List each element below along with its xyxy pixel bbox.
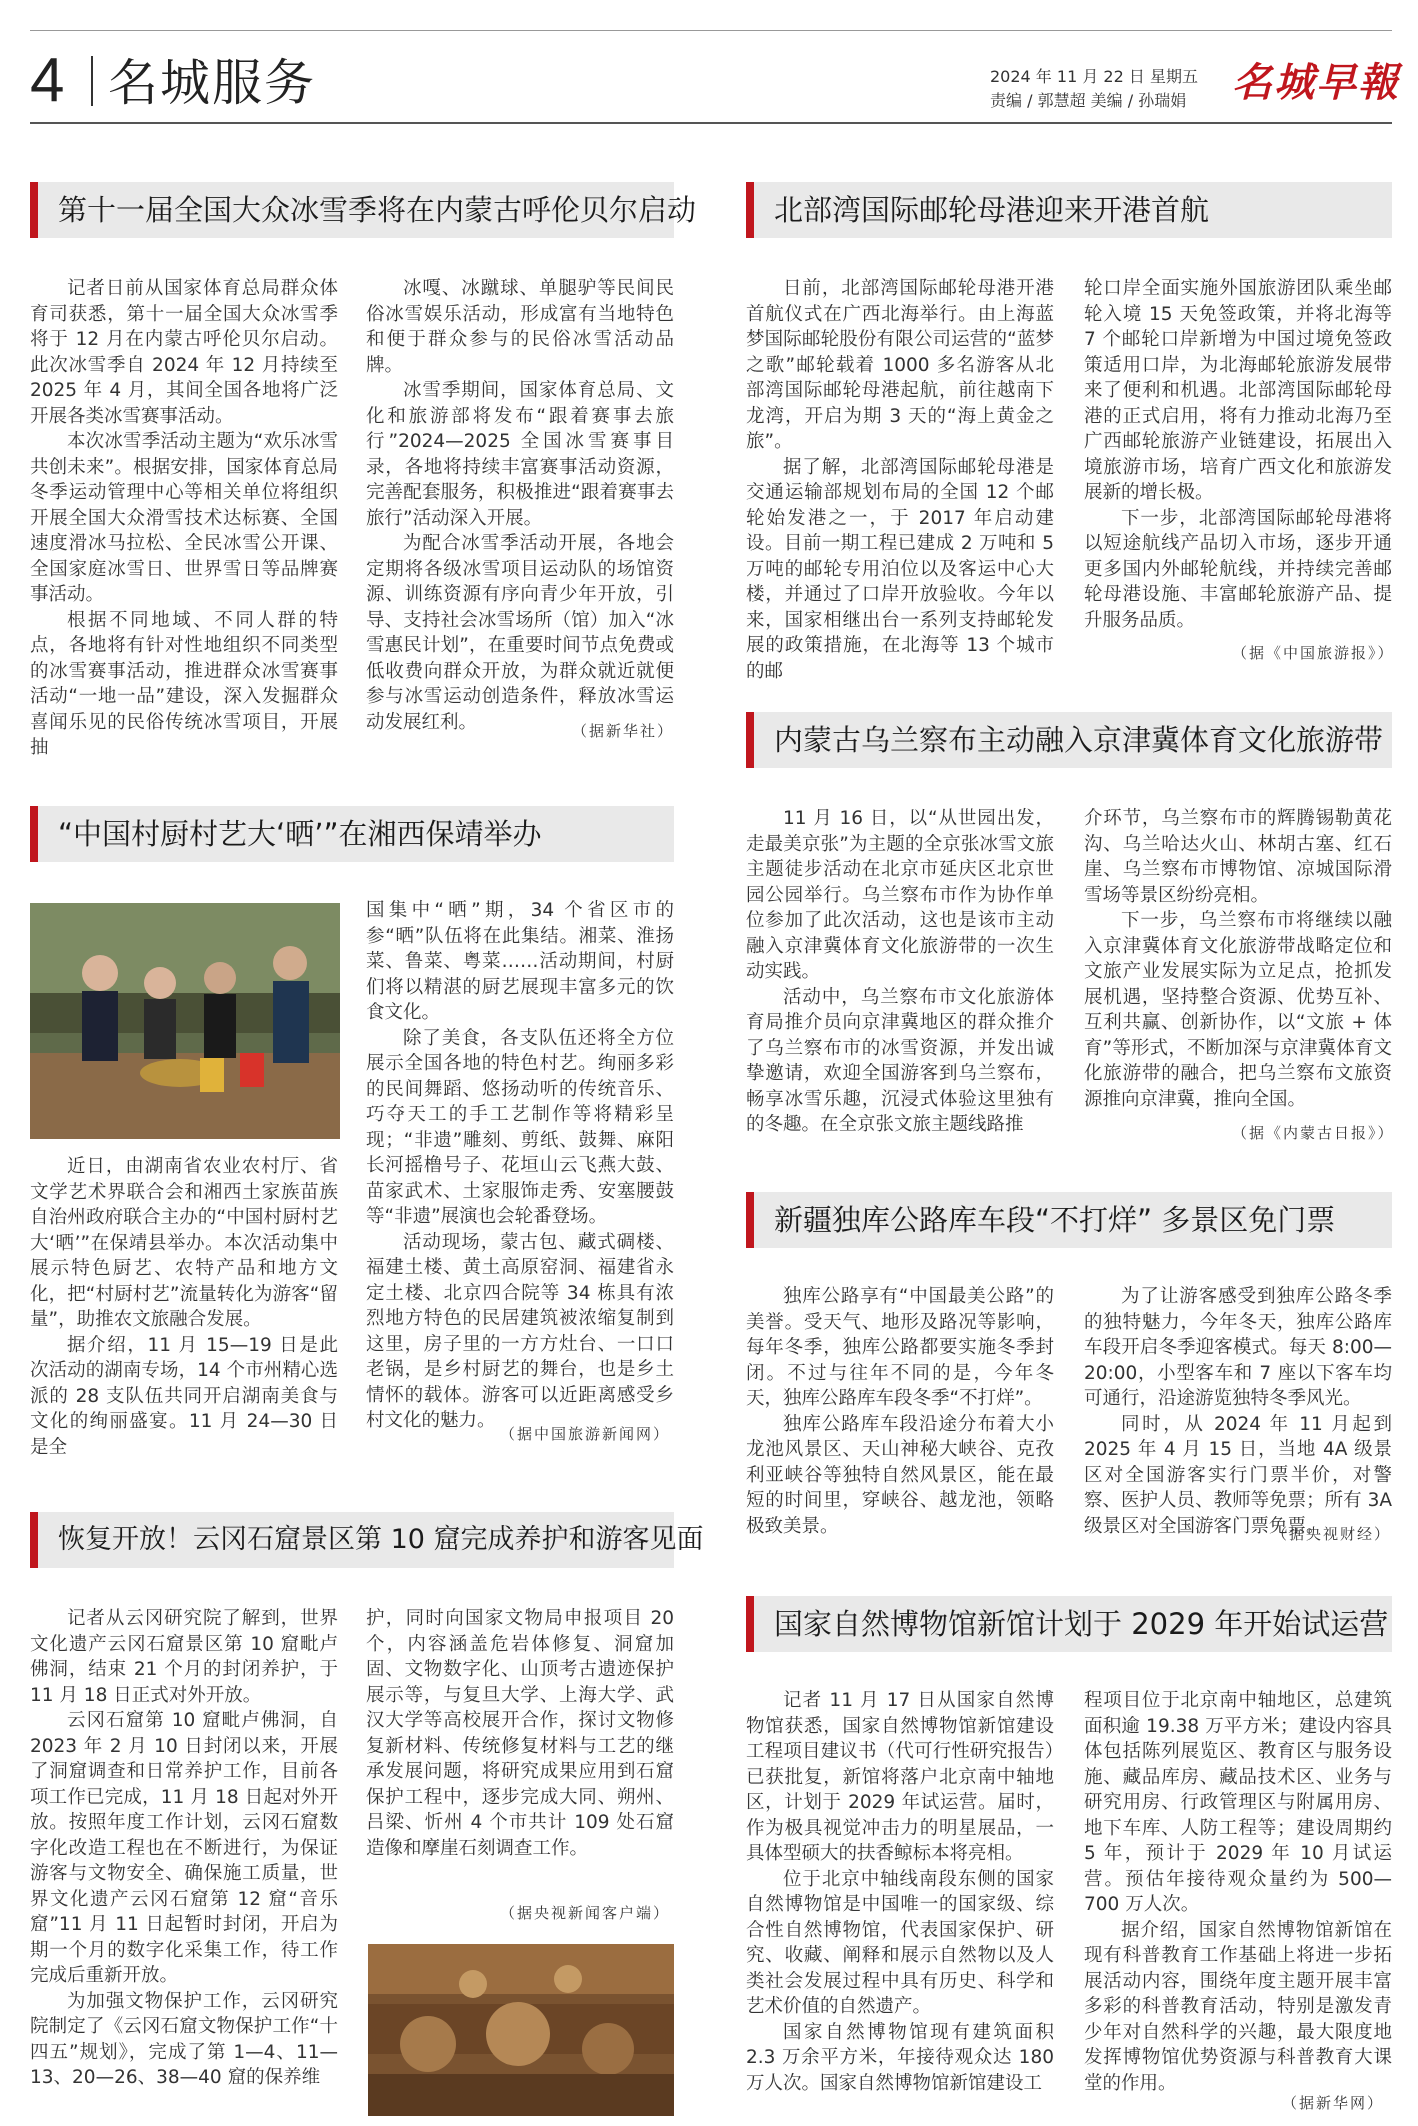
paragraph: 云冈石窟第 10 窟毗卢佛洞，自 2023 年 2 月 10 日封闭以来，开展了洞窟调查和日常养护工作，目前各项工作已完成，11 月 18 日起对外开放。按照年度工作计划，云冈石窟数字化改造工程也在不断进行，为保证游客与文物安全、确保施工质量，世界文化遗产云冈石窟第 12 窟“音乐窟”11 月 11 日起暂时封闭，开启为期一个月的数字化采集工作，待工作完成后重新开放。: [30, 1710, 338, 1986]
headline-accent-bar: [746, 712, 754, 768]
paragraph: 护，同时向国家文物局申报项目 20 个，内容涵盖危岩体修复、洞窟加固、文物数字化、山顶考古遗迹保护展示等，与复旦大学、上海大学、武汉大学等高校展开合作，探讨文物修复新材料、传统修复材料与工艺的继承发展问题，将研究成果应用到石窟保护工程中，逐步完成大同、朔州、吕梁、忻州 4 个市共计 109 处石窟造像和摩崖石刻调查工作。: [366, 1608, 674, 1859]
paragraph: 除了美食，各支队伍还将全方位展示全国各地的特色村艺。绚丽多彩的民间舞蹈、悠扬动听的传统音乐、巧夺天工的手工艺制作等将精彩呈现；“非遗”雕刻、剪纸、鼓舞、麻阳长河摇橹号子、花垣山云飞燕大鼓、苗家武术、土家服饰走秀、安塞腰鼓等“非遗”展演也会轮番登场。: [366, 1027, 674, 1227]
paragraph: 冰嘎、冰蹴球、单腿驴等民间民俗冰雪娱乐活动，形成富有当地特色和便于群众参与的民俗冰雪活动品牌。: [366, 278, 674, 376]
paragraph: 国集中“晒”期，34 个省区市的参“晒”队伍将在此集结。湘菜、淮扬菜、鲁菜、粤菜……活动期间，村厨们将以精湛的厨艺展现丰富多元的饮食文化。: [366, 900, 674, 1023]
article-column: [366, 1606, 674, 1861]
paragraph: 为加强文物保护工作，云冈研究院制定了《云冈石窟文物保护工作“十四五”规划》，完成了第 1—4、11—13、20—26、38—40 窟的保养维: [30, 1990, 338, 2088]
page-divider: [91, 56, 93, 106]
article-column: [1084, 1284, 1392, 1539]
paragraph: 记者 11 月 17 日从国家自然博物馆获悉，国家自然博物馆新馆建设工程项目建议书（代可行性研究报告）已获批复，新馆将落户北京南中轴地区，计划于 2029 年试运营。届时，作为极具视觉冲击力的明星展品，一具体型硕大的扶香鲸标本将亮相。: [746, 1690, 1054, 1864]
article-column: [746, 1284, 1054, 1539]
top-rule: [30, 30, 1392, 31]
section-title: 名城服务: [108, 54, 316, 112]
paragraph: 日前，北部湾国际邮轮母港开港首航仪式在广西北海举行。由上海蓝梦国际邮轮股份有限公司运营的“蓝梦之歌”邮轮载着 1000 多名游客从北部湾国际邮轮母港起航，前往越南下龙湾，开启为期 3 天的“海上黄金之旅”。: [746, 278, 1054, 452]
paragraph: 活动中，乌兰察布市文化旅游体育局推介员向京津冀地区的群众推介了乌兰察布市的冰雪资源，并发出诚挚邀请，欢迎全国游客到乌兰察布，畅享冰雪乐趣，沉浸式体验这里独有的冬趣。在全京张文旅主题线路推: [746, 986, 1054, 1135]
article-headline-box: [30, 806, 674, 862]
headline-accent-bar: [746, 1192, 754, 1248]
article-headline: 国家自然博物馆新馆计划于 2029 年开始试运营: [774, 1607, 1389, 1641]
article-headline: 恢复开放！云冈石窟景区第 10 窟完成养护和游客见面: [58, 1524, 704, 1555]
paragraph: 为配合冰雪季活动开展，各地会定期将各级冰雪项目运动队的场馆资源、训练资源有序向青少年开放，引导、支持社会冰雪场所（馆）加入“冰雪惠民计划”，在重要时间节点免费或低收费向群众开放，为群众就近就便参与冰雪运动创造条件，释放冰雪运动发展红利。: [366, 533, 674, 733]
paragraph: 记者从云冈研究院了解到，世界文化遗产云冈石窟景区第 10 窟毗卢佛洞，结束 21 个月的封闭养护，于 11 月 18 日正式对外开放。: [30, 1608, 338, 1706]
article-headline-box: [30, 182, 697, 238]
paragraph: 下一步，乌兰察布市将继续以融入京津冀体育文化旅游带战略定位和文旅产业发展实际为立足点，抢抓发展机遇，坚持整合资源、优势互补、互利共赢、创新协作，以“文旅 + 体育”等形式，不断加深与京津冀体育文化旅游带的融合，把乌兰察布文旅资源推向京津冀，推向全国。: [1084, 910, 1392, 1110]
headline-accent-bar: [746, 182, 754, 238]
paragraph: 为了让游客感受到独库公路冬季的独特魅力，今年冬天，独库公路库车段开启冬季迎客模式。每天 8:00—20:00，小型客车和 7 座以下客车均可通行，沿途游览独特冬季风光。: [1084, 1286, 1392, 1409]
paragraph: 同时，从 2024 年 11 月起到 2025 年 4 月 15 日，当地 4A 级景区对全国游客实行门票半价，对警察、医护人员、教师等免票；所有 3A 级景区对全国游客门票免票。: [1084, 1413, 1392, 1537]
article-column: [30, 1154, 338, 1460]
issue-date: 2024 年 11 月 22 日 星期五: [990, 67, 1198, 86]
paragraph: 11 月 16 日，以“从世园出发，走最美京张”为主题的全京张冰雪文旅主题徒步活动在北京市延庆区北京世园公园举行。乌兰察布市作为协作单位参加了此次活动，这也是该市主动融入京津冀体育文化旅游带的一次生动实践。: [746, 808, 1054, 982]
article-headline: 北部湾国际邮轮母港迎来开港首航: [774, 193, 1210, 227]
article-headline-box: [746, 182, 1392, 238]
paragraph: 程项目位于北京南中轴地区，总建筑面积逾 19.38 万平方米；建设内容具体包括陈列展览区、教育区与服务设施、藏品库房、藏品技术区、业务与研究用房、行政管理区与附属用房、地下车库、人防工程等；建设周期约 5 年，预计于 2029 年 10 月试运营。预估年接待观众量约为 500—700 万人次。: [1084, 1690, 1392, 1915]
paragraph: 位于北京中轴线南段东侧的国家自然博物馆是中国唯一的国家级、综合性自然博物馆，代表国家保护、研究、收藏、阐释和展示自然物以及人类社会发展过程中具有历史、科学和艺术价值的自然遗产。: [746, 1868, 1054, 2017]
article-column: [30, 1606, 338, 2091]
article-column: [1084, 276, 1392, 633]
article-source: （据《内蒙古日报》）: [1232, 1124, 1395, 1142]
article-column: [746, 806, 1054, 1138]
photo-graphic: [368, 1944, 674, 2116]
article-headline-box: [746, 712, 1392, 768]
paragraph: 国家自然博物馆现有建筑面积 2.3 万余平方米，年接待观众达 180 万人次。国家自然博物馆新馆建设工: [746, 2021, 1054, 2094]
article-headline-box: [30, 1512, 704, 1568]
editors-line: 责编 / 郭慧超 美编 / 孙瑞娟: [990, 91, 1187, 110]
article-column: [30, 276, 338, 761]
article-column: [1084, 806, 1392, 1112]
article-headline: 第十一届全国大众冰雪季将在内蒙古呼伦贝尔启动: [58, 193, 697, 227]
article-source: （据《中国旅游报》）: [1232, 644, 1395, 662]
paragraph: 据了解，北部湾国际邮轮母港是交通运输部规划布局的全国 12 个邮轮始发港之一，于 2017 年启动建设。目前一期工程已建成 2 万吨和 5 万吨的邮轮专用泊位以及客运中心大楼，并通过了口岸开放验收。今年以来，国家相继出台一系列支持邮轮发展的政策措施，在北海等 13 个城市的邮: [746, 456, 1054, 682]
article-headline: “中国村厨村艺大‘晒’”在湘西保靖举办: [58, 817, 542, 851]
headline-accent-bar: [746, 1596, 754, 1652]
article-column: [746, 276, 1054, 684]
article-column: [746, 1688, 1054, 2096]
cooking-event-photo: [30, 903, 340, 1139]
article-column: [366, 898, 674, 1434]
headline-accent-bar: [30, 806, 38, 862]
paragraph: 据介绍，国家自然博物馆新馆在现有科普教育工作基础上将进一步拓展活动内容，围绕年度主题开展丰富多彩的科普教育活动，特别是激发青少年对自然科学的兴趣，最大限度地发挥博物馆优势资源与科普教育大课堂的作用。: [1084, 1919, 1392, 2094]
article-source: （据中国旅游新闻网）: [500, 1425, 671, 1443]
paragraph: 近日，由湖南省农业农村厅、省文学艺术界联合会和湘西土家族苗族自治州政府联合主办的“中国村厨村艺大‘晒’”在保靖县举办。本次活动集中展示特色厨艺、农特产品和地方文化，把“村厨村艺”流量转化为游客“留量”，助推农文旅融合发展。: [30, 1156, 338, 1330]
paragraph: 冰雪季期间，国家体育总局、文化和旅游部将发布“跟着赛事去旅行”2024—2025 全国冰雪赛事目录，各地将持续丰富赛事活动资源，完善配套服务，积极推进“跟着赛事去旅行”活动深入开展。: [366, 380, 674, 529]
paragraph: 据介绍，11 月 15—19 日是此次活动的湖南专场，14 个市州精心选派的 28 支队伍共同开启湖南美食与文化的绚丽盛宴。11 月 24—30 日是全: [30, 1334, 338, 1458]
article-headline-box: [746, 1596, 1392, 1652]
paragraph: 独库公路享有“中国最美公路”的美誉。受天气、地形及路况等影响，每年冬季，独库公路都要实施冬季封闭。不过与往年不同的是，今年冬天，独库公路库车段冬季“不打烊”。: [746, 1286, 1054, 1409]
newspaper-logo: 名城早報: [1232, 59, 1400, 106]
photo-graphic: [30, 903, 340, 1139]
article-headline: 内蒙古乌兰察布主动融入京津冀体育文化旅游带: [774, 723, 1384, 757]
headline-accent-bar: [30, 182, 38, 238]
article-source: （据新华网）: [1282, 2094, 1385, 2112]
paragraph: 下一步，北部湾国际邮轮母港将以短途航线产品切入市场，逐步开通更多国内外邮轮航线，并持续完善邮轮母港设施、丰富邮轮旅游产品、提升服务品质。: [1084, 507, 1392, 631]
article-headline: 新疆独库公路库车段“不打烊” 多景区免门票: [774, 1203, 1336, 1237]
paragraph: 轮口岸全面实施外国旅游团队乘坐邮轮入境 15 天免签政策，并将北海等 7 个邮轮口岸新增为中国过境免签政策适用口岸，为北海邮轮旅游发展带来了便利和机遇。北部湾国际邮轮母港的正式启用，将有力推动北海乃至广西邮轮旅游产业链建设，拓展出入境旅游市场，培育广西文化和旅游发展新的增长极。: [1084, 278, 1392, 503]
article-source: （据新华社）: [572, 722, 675, 740]
paragraph: 根据不同地域、不同人群的特点，各地将有针对性地组织不同类型的冰雪赛事活动，推进群众冰雪赛事活动“一地一品”建设，深入发掘群众喜闻乐见的民俗传统冰雪项目，开展抽: [30, 609, 338, 758]
paragraph: 本次冰雪季活动主题为“欢乐冰雪 共创未来”。根据安排，国家体育总局冬季运动管理中心等相关单位将组织开展全国大众滑雪技术达标赛、全国速度滑冰马拉松、全民冰雪公开课、全国家庭冰雪日、世界雪日等品牌赛事活动。: [30, 431, 338, 605]
paragraph: 独库公路库车段沿途分布着大小龙池风景区、天山神秘大峡谷、克孜利亚峡谷等独特自然风景区，能在最短的时间里，穿峡谷、越龙池，领略极致美景。: [746, 1413, 1054, 1537]
article-headline-box: [746, 1192, 1392, 1248]
article-source: （据央视新闻客户端）: [500, 1904, 671, 1922]
article-source: （据央视财经）: [1272, 1525, 1392, 1543]
paragraph: 介环节，乌兰察布市的辉腾锡勒黄花沟、乌兰哈达火山、林胡古塞、红石崖、乌兰察布市博物馆、凉城国际滑雪场等景区纷纷亮相。: [1084, 808, 1392, 906]
article-column: [1084, 1688, 1392, 2096]
page-number: 4: [30, 46, 65, 115]
masthead-rule: [30, 122, 1392, 124]
paragraph: 记者日前从国家体育总局群众体育司获悉，第十一届全国大众冰雪季将于 12 月在内蒙古呼伦贝尔启动。此次冰雪季自 2024 年 12 月持续至 2025 年 4 月，其间全国各地将广泛开展各类冰雪赛事活动。: [30, 278, 338, 427]
headline-accent-bar: [30, 1512, 38, 1568]
grotto-carving-photo: [368, 1944, 674, 2116]
article-column: [366, 276, 674, 735]
paragraph: 活动现场，蒙古包、藏式碉楼、福建土楼、黄土高原窑洞、福建省永定土楼、北京四合院等 34 栋具有浓烈地方特色的民居建筑被浓缩复制到这里，房子里的一方方灶台、一口口老锅，是乡村厨艺的舞台，也是乡土情怀的载体。游客可以近距离感受乡村文化的魅力。: [366, 1231, 674, 1431]
